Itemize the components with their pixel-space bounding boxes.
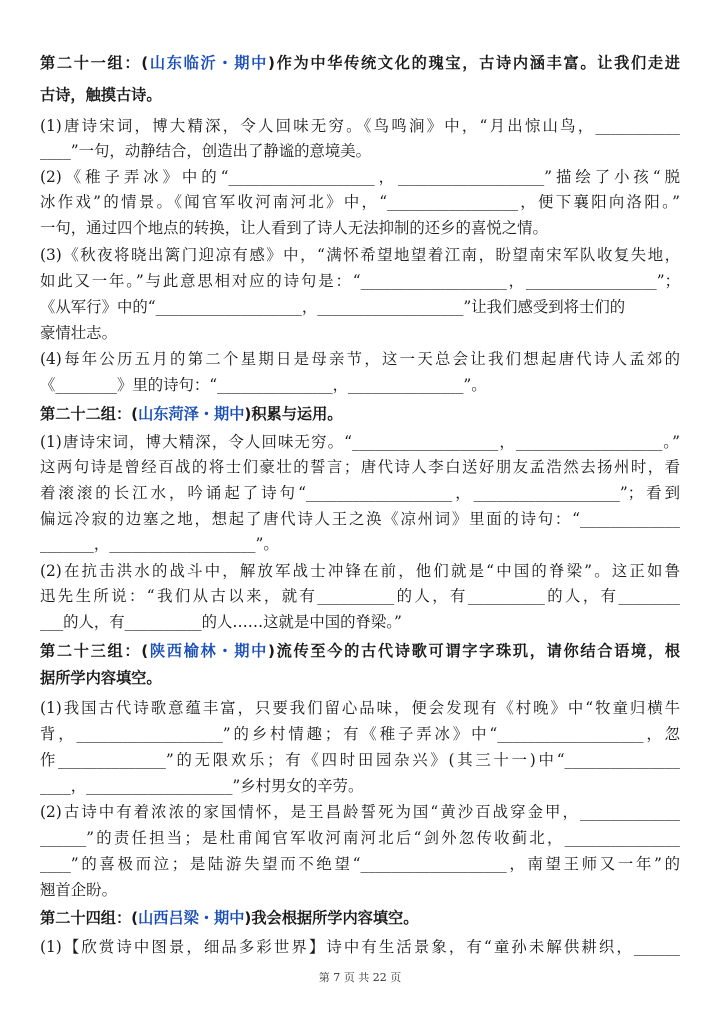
text-line (40, 348, 680, 370)
line-text: (1)【欣赏诗中图景，细品多彩世界】诗中有生活景象，有“童孙未解供耕织，______ (40, 938, 680, 956)
text-line (40, 697, 680, 719)
source-tag: 山东菏泽・期中 (138, 405, 245, 423)
line-text: 一句，通过四个地点的转换，让人看到了诗人无法抑制的还乡的喜悦之情。 (40, 219, 548, 237)
text-line (40, 508, 680, 530)
source-tag: 陕西榆林・期中 (148, 642, 269, 660)
text-line (40, 801, 680, 823)
line-text: 豪情壮志。 (40, 324, 117, 342)
line-text: 冰作戏”的情景。《闻官军收河南河北》中，“_________________，便下襄阳向洛阳。” (40, 193, 680, 211)
text-line (40, 936, 680, 958)
line-text: (4)每年公历五月的第二个星期日是母亲节，这一天总会让我们想起唐代诗人孟郊的 (40, 350, 680, 368)
line-text: 迅先生所说：“我们从古以来，就有__________的人，有__________的人，有________ (40, 587, 680, 605)
line-text: (1)唐诗宋词，博大精深，令人回味无穷。《鸟鸣涧》中，“月出惊山鸟，___________ (40, 117, 680, 135)
group-heading-text: )我会根据所学内容填空。 (244, 909, 419, 927)
line-text: 偏远冷寂的边塞之地，想起了唐代诗人王之涣《凉州词》里面的诗句：“_____________ (40, 510, 680, 528)
text-line (40, 217, 680, 239)
text-line (40, 166, 680, 188)
text-line (40, 853, 680, 875)
text-line (40, 115, 680, 137)
line-text: _______，___________________”。 (40, 535, 279, 553)
text-line (40, 879, 680, 901)
text-line (40, 403, 680, 425)
line-text: 《从军行》中的“___________________，___________________”让我们感受到将士们的 (40, 298, 626, 316)
line-text: 着滚滚的长江水，吟诵起了诗句“___________________，___________________”；看到 (40, 484, 680, 502)
text-line (40, 611, 680, 633)
text-line (40, 640, 680, 662)
line-text: 背，___________________”的乡村情趣；有《稚子弄冰》中“___________________，忽 (40, 725, 680, 743)
group-heading-text: )积累与运用。 (244, 405, 343, 423)
line-text: 如此又一年。”与此意思相对应的诗句是：“___________________，_________________”； (40, 272, 680, 290)
text-line (40, 585, 680, 607)
line-text: 翘首企盼。 (40, 881, 117, 899)
line-text: 《________》里的诗句：“_______________，_______________”。 (40, 376, 487, 394)
text-line (40, 140, 680, 162)
text-line (40, 52, 680, 74)
source-tag: 山西吕梁・期中 (138, 909, 245, 927)
group-heading-text: 第二十三组：( (40, 642, 149, 660)
group-heading-text: 第二十四组：( (40, 909, 139, 927)
text-line (40, 270, 680, 292)
group-heading-text: )流传至今的古代诗歌可谓字字珠玑，请你结合语境，根 (268, 642, 680, 660)
line-text: ______”的责任担当；是杜甫闻官军收河南河北后“剑外忽传收蓟北，_______________ (40, 829, 680, 847)
line-text: ____，___________________”乡村男女的辛劳。 (40, 777, 364, 795)
group-heading-text: 第二十二组：( (40, 405, 139, 423)
line-text: 作______________”的无限欢乐；有《四时田园杂兴》(其三十一)中“_______________ (40, 751, 680, 769)
text-line (40, 84, 680, 106)
text-line (40, 560, 680, 582)
line-text: ____”一句，动静结合，创造出了静谧的意境美。 (40, 142, 372, 160)
text-line (40, 907, 680, 929)
line-text: ___的人，有__________的人……这就是中国的脊梁。” (40, 613, 402, 631)
line-text: 这两句诗是曾经百战的将士们豪壮的誓言；唐代诗人李白送好朋友孟浩然去扬州时，看 (40, 458, 680, 476)
line-text: (1)唐诗宋词，博大精深，令人回味无穷。“___________________，___________________。” (40, 433, 680, 451)
text-line (40, 322, 680, 344)
text-line (40, 482, 680, 504)
text-line (40, 244, 680, 266)
line-text: (2)在抗击洪水的战斗中，解放军战士冲锋在前，他们就是“中国的脊梁”。这正如鲁 (40, 562, 680, 580)
text-line (40, 827, 680, 849)
text-line (40, 723, 680, 745)
line-text: (2)古诗中有着浓浓的家国情怀，是王昌龄誓死为国“黄沙百战穿金甲，_____________ (40, 803, 680, 821)
line-text: (2)《稚子弄冰》中的“___________________，___________________”描绘了小孩“脱 (40, 168, 680, 186)
page-footer: 第 7 页 共 22 页 (318, 971, 402, 984)
group-heading-text: )作为中华传统文化的瑰宝，古诗内涵丰富。让我们走进 (268, 54, 680, 72)
text-line (40, 775, 680, 797)
text-line (40, 431, 680, 453)
line-text: (3)《秋夜将晓出篱门迎凉有感》中，“满怀希望地望着江南，盼望南宋军队收复失地， (40, 246, 680, 264)
group-heading-text: 据所学内容填空。 (40, 669, 162, 687)
text-line (40, 296, 680, 318)
text-line (40, 456, 680, 478)
group-heading-text: 古诗，触摸古诗。 (40, 86, 162, 104)
source-tag: 山东临沂・期中 (148, 54, 269, 72)
text-line (40, 374, 680, 396)
text-line (40, 191, 680, 213)
group-heading-text: 第二十一组：( (40, 54, 149, 72)
text-line (40, 533, 680, 555)
line-text: ____”的喜极而泣；是陆游失望而不绝望“___________________，南望王师又一年”的 (40, 855, 680, 873)
text-line (40, 749, 680, 771)
text-line (40, 667, 680, 689)
line-text: (1)我国古代诗歌意蕴丰富，只要我们留心品味，便会发现有《村晚》中“牧童归横牛 (40, 699, 680, 717)
